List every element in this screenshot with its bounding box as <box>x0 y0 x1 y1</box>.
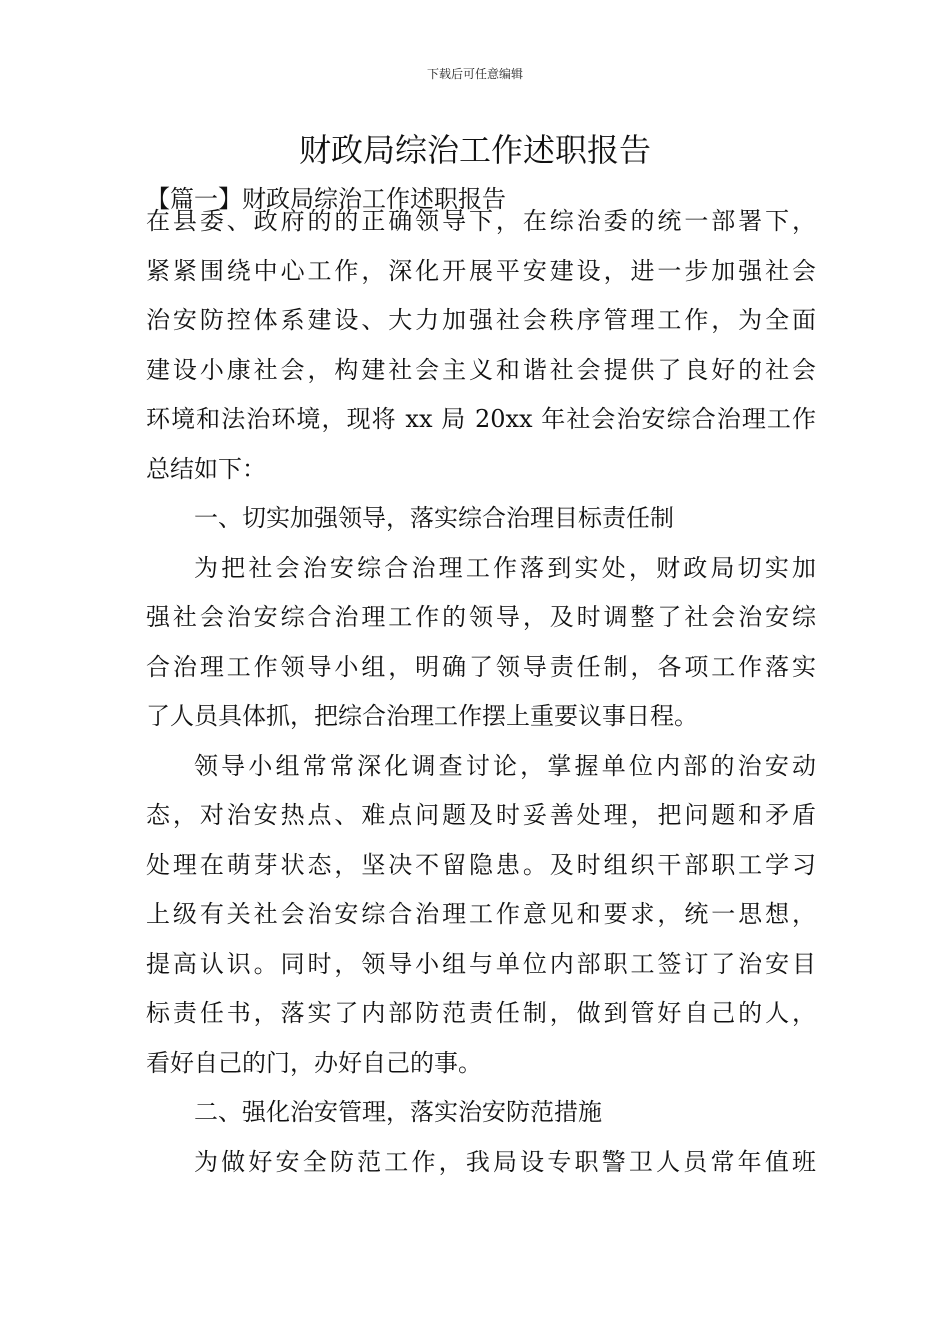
header-note: 下载后可任意编辑 <box>426 67 523 81</box>
section-label: 【篇一】财政局综治工作述职报告 <box>146 185 506 213</box>
body-line: 强社会治安综合治理工作的领导，及时调整了社会治安综 <box>146 603 816 631</box>
body-line: 一、切实加强领导，落实综合治理目标责任制 <box>194 504 674 532</box>
body-line: 为把社会治安综合治理工作落到实处，财政局切实加 <box>194 553 816 582</box>
body-text <box>146 197 816 1187</box>
body-line: 了人员具体抓，把综合治理工作摆上重要议事日程。 <box>146 702 698 730</box>
body-line: 领导小组常常深化调查讨论，掌握单位内部的治安动 <box>194 751 816 780</box>
body-line: 总结如下： <box>146 454 266 483</box>
body-line: 看好自己的门，办好自己的事。 <box>146 1048 482 1077</box>
body-line: 态，对治安热点、难点问题及时妥善处理，把问题和矛盾 <box>146 801 816 829</box>
body-line: 提高认识。同时，领导小组与单位内部职工签订了治安目 <box>146 949 816 978</box>
body-line: 紧紧围绕中心工作，深化开展平安建设，进一步加强社会 <box>146 256 816 285</box>
body-line: 为做好安全防范工作，我局设专职警卫人员常年值班 <box>194 1147 816 1176</box>
body-line: 在县委、政府的的正确领导下，在综治委的统一部署下， <box>146 207 816 235</box>
body-line: 环境和法治环境，现将 xx 局 20xx 年社会治安综合治理工作 <box>146 405 816 433</box>
body-line: 标责任书，落实了内部防范责任制，做到管好自己的人， <box>146 999 816 1027</box>
body-line: 合治理工作领导小组，明确了领导责任制，各项工作落实 <box>146 652 816 681</box>
body-line: 处理在萌芽状态，坚决不留隐患。及时组织干部职工学习 <box>146 850 816 879</box>
body-line: 治安防控体系建设、大力加强社会秩序管理工作，为全面 <box>146 306 816 334</box>
body-line: 二、强化治安管理，落实治安防范措施 <box>194 1098 602 1126</box>
document-title: 财政局综治工作述职报告 <box>298 131 651 169</box>
body-line: 建设小康社会，构建社会主义和谐社会提供了良好的社会 <box>146 355 816 384</box>
body-line: 上级有关社会治安综合治理工作意见和要求，统一思想， <box>146 900 816 928</box>
